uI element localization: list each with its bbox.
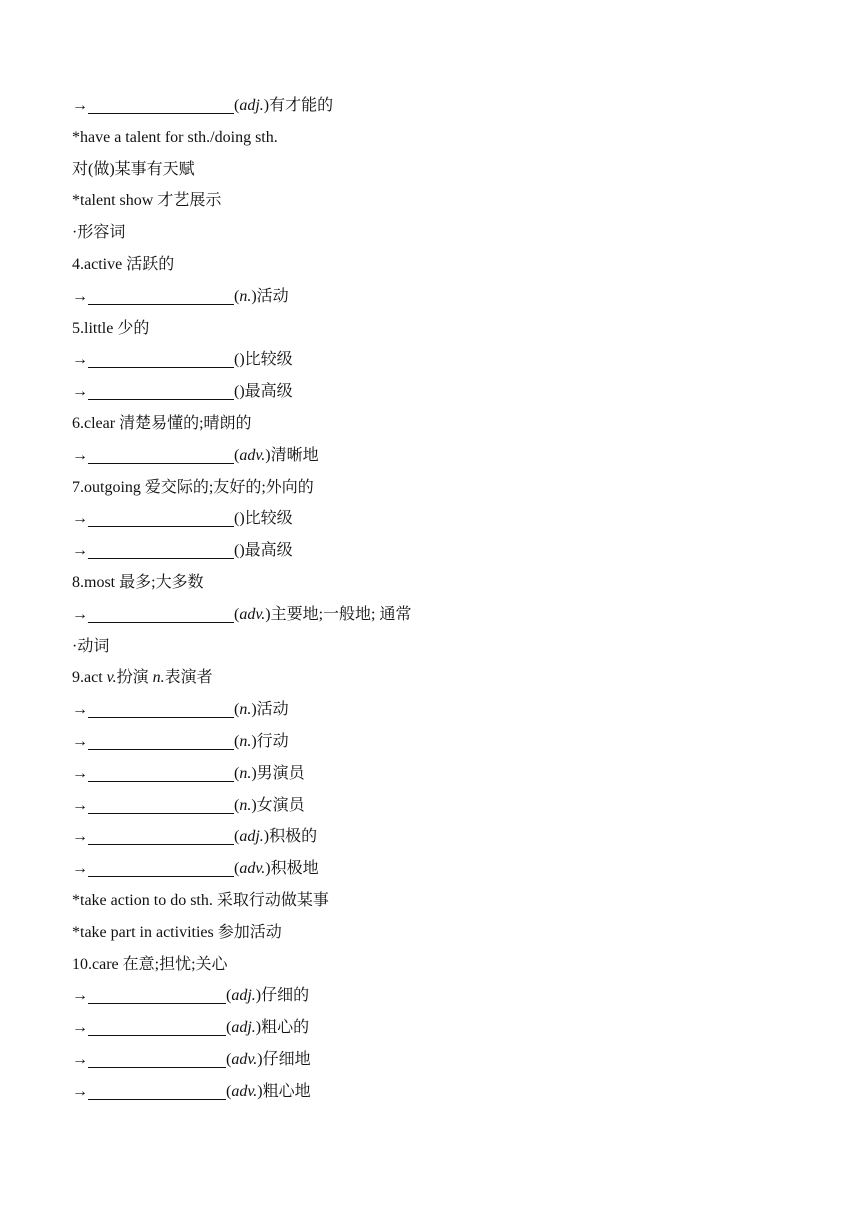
answer-blank[interactable] bbox=[88, 285, 234, 305]
open-paren: ( bbox=[234, 510, 240, 528]
fill-in-line bbox=[72, 821, 832, 853]
answer-blank[interactable] bbox=[88, 507, 234, 527]
open-paren: ( bbox=[234, 860, 240, 878]
arrow-icon: → bbox=[72, 1082, 88, 1100]
close-paren: ) bbox=[251, 764, 257, 782]
open-paren: ( bbox=[234, 542, 240, 560]
fill-in-line bbox=[72, 599, 832, 631]
meaning-text: 行动 bbox=[256, 732, 289, 750]
open-paren: ( bbox=[234, 446, 240, 464]
answer-blank[interactable] bbox=[88, 857, 234, 877]
answer-blank[interactable] bbox=[88, 380, 234, 400]
fill-in-line bbox=[72, 694, 832, 726]
arrow-icon: → bbox=[72, 1019, 88, 1037]
part-of-speech: n. bbox=[239, 764, 252, 782]
close-paren: ) bbox=[239, 510, 245, 528]
close-paren: ) bbox=[251, 796, 257, 814]
part-of-speech: n. bbox=[239, 287, 252, 305]
answer-blank[interactable] bbox=[88, 698, 234, 718]
close-paren: ) bbox=[265, 860, 271, 878]
arrow-icon: → bbox=[72, 828, 88, 846]
part-of-speech: adv. bbox=[239, 605, 266, 623]
close-paren: ) bbox=[255, 987, 262, 1005]
text-line: *take action to do sth. 采取行动做某事 bbox=[72, 891, 329, 909]
meaning-text: 粗心地 bbox=[262, 1082, 311, 1100]
meaning-text: 扮演 bbox=[116, 669, 153, 687]
fill-in-line bbox=[72, 1076, 832, 1108]
answer-blank[interactable] bbox=[88, 1016, 226, 1036]
meaning-text: 主要地;一般地; 通常 bbox=[270, 605, 412, 623]
arrow-icon: → bbox=[72, 351, 88, 369]
meaning-text: 最高级 bbox=[244, 542, 293, 560]
text-line: 5.little 少的 bbox=[72, 319, 150, 337]
part-of-speech: adj. bbox=[231, 987, 256, 1005]
text-line: ·动词 bbox=[72, 637, 110, 655]
answer-blank[interactable] bbox=[88, 539, 234, 559]
text-line: 7.outgoing 爱交际的;友好的;外向的 bbox=[72, 478, 314, 496]
meaning-text: 表演者 bbox=[164, 669, 213, 687]
fill-in-line bbox=[72, 758, 832, 790]
open-paren: ( bbox=[226, 1050, 232, 1068]
meaning-text: 积极的 bbox=[269, 828, 318, 846]
open-paren: ( bbox=[234, 605, 240, 623]
answer-blank[interactable] bbox=[88, 794, 234, 814]
meaning-text: 清晰地 bbox=[270, 446, 319, 464]
part-of-speech: n. bbox=[239, 796, 252, 814]
part-of-speech: adj. bbox=[231, 1019, 256, 1037]
fill-in-line bbox=[72, 535, 832, 567]
text-line: *have a talent for sth./doing sth. bbox=[72, 128, 278, 146]
answer-blank[interactable] bbox=[88, 762, 234, 782]
text-line: 6.clear 清楚易懂的;晴朗的 bbox=[72, 414, 252, 432]
fill-in-line bbox=[72, 281, 832, 313]
fill-in-line bbox=[72, 853, 832, 885]
arrow-icon: → bbox=[72, 383, 88, 401]
part-of-speech: adv. bbox=[239, 860, 266, 878]
close-paren: ) bbox=[239, 383, 245, 401]
part-of-speech: n. bbox=[239, 732, 252, 750]
arrow-icon: → bbox=[72, 701, 88, 719]
open-paren: ( bbox=[234, 828, 240, 846]
meaning-text: 最高级 bbox=[244, 383, 293, 401]
arrow-icon: → bbox=[72, 542, 88, 560]
vocab-heading bbox=[72, 662, 832, 694]
part-of-speech: v. bbox=[106, 669, 117, 687]
close-paren: ) bbox=[257, 1082, 263, 1100]
answer-blank[interactable] bbox=[88, 825, 234, 845]
part-of-speech: adv. bbox=[231, 1050, 258, 1068]
arrow-icon: → bbox=[72, 287, 88, 305]
worksheet-page bbox=[72, 90, 832, 1108]
arrow-icon: → bbox=[72, 446, 88, 464]
arrow-icon: → bbox=[72, 97, 88, 114]
arrow-icon: → bbox=[72, 860, 88, 878]
open-paren: ( bbox=[226, 987, 232, 1005]
arrow-icon: → bbox=[72, 605, 88, 623]
part-of-speech: n. bbox=[239, 701, 252, 719]
arrow-icon: → bbox=[72, 510, 88, 528]
answer-blank[interactable] bbox=[88, 603, 234, 623]
close-paren: ) bbox=[257, 1050, 263, 1068]
fill-in-line bbox=[72, 344, 832, 376]
text-line: 4.active 活跃的 bbox=[72, 255, 175, 273]
fill-in-line bbox=[72, 1044, 832, 1076]
arrow-icon: → bbox=[72, 732, 88, 750]
text-line: 8.most 最多;大多数 bbox=[72, 573, 204, 591]
close-paren: ) bbox=[265, 605, 271, 623]
fill-in-line bbox=[72, 1012, 832, 1044]
arrow-icon: → bbox=[72, 796, 88, 814]
answer-blank[interactable] bbox=[88, 984, 226, 1004]
open-paren: ( bbox=[226, 1082, 232, 1100]
open-paren: ( bbox=[234, 351, 240, 369]
meaning-text: 比较级 bbox=[244, 510, 293, 528]
close-paren: ) bbox=[239, 542, 245, 560]
close-paren: ) bbox=[265, 446, 271, 464]
part-of-speech: adj. bbox=[239, 97, 264, 114]
arrow-icon: → bbox=[72, 987, 88, 1005]
meaning-text: 仔细地 bbox=[262, 1050, 311, 1068]
text-line: ·形容词 bbox=[72, 224, 126, 242]
answer-blank[interactable] bbox=[88, 1048, 226, 1068]
text-line: *talent show 才艺展示 bbox=[72, 192, 222, 210]
text-line: *take part in activities 参加活动 bbox=[72, 923, 282, 941]
meaning-text: 仔细的 bbox=[261, 987, 310, 1005]
close-paren: ) bbox=[239, 351, 245, 369]
meaning-text: 积极地 bbox=[270, 860, 319, 878]
open-paren: ( bbox=[234, 383, 240, 401]
fill-in-line bbox=[72, 440, 832, 472]
part-of-speech: adv. bbox=[239, 446, 266, 464]
close-paren: ) bbox=[263, 97, 270, 114]
open-paren: ( bbox=[234, 287, 240, 305]
fill-in-line bbox=[72, 980, 832, 1012]
answer-blank[interactable] bbox=[88, 730, 234, 750]
meaning-text: 活动 bbox=[256, 287, 289, 305]
close-paren: ) bbox=[251, 287, 257, 305]
open-paren: ( bbox=[234, 732, 240, 750]
meaning-text: 活动 bbox=[256, 701, 289, 719]
open-paren: ( bbox=[234, 796, 240, 814]
meaning-text: 男演员 bbox=[256, 764, 305, 782]
close-paren: ) bbox=[263, 828, 270, 846]
answer-blank[interactable] bbox=[88, 1080, 226, 1100]
open-paren: ( bbox=[234, 97, 240, 114]
answer-blank[interactable] bbox=[88, 94, 234, 114]
part-of-speech: n. bbox=[152, 669, 165, 687]
open-paren: ( bbox=[226, 1019, 232, 1037]
meaning-text: 有才能的 bbox=[269, 97, 334, 114]
fill-in-line bbox=[72, 726, 832, 758]
arrow-icon: → bbox=[72, 1050, 88, 1068]
meaning-text: 女演员 bbox=[256, 796, 305, 814]
close-paren: ) bbox=[255, 1019, 262, 1037]
answer-blank[interactable] bbox=[88, 348, 234, 368]
fill-in-line bbox=[72, 790, 832, 822]
fill-in-line bbox=[72, 90, 832, 122]
fill-in-line bbox=[72, 376, 832, 408]
meaning-text: 粗心的 bbox=[261, 1019, 310, 1037]
word-text: 9.act bbox=[72, 669, 107, 687]
text-line: 对(做)某事有天赋 bbox=[72, 160, 195, 178]
close-paren: ) bbox=[251, 732, 257, 750]
close-paren: ) bbox=[251, 701, 257, 719]
part-of-speech: adj. bbox=[239, 828, 264, 846]
meaning-text: 比较级 bbox=[244, 351, 293, 369]
text-line: 10.care 在意;担忧;关心 bbox=[72, 955, 228, 973]
arrow-icon: → bbox=[72, 764, 88, 782]
open-paren: ( bbox=[234, 764, 240, 782]
open-paren: ( bbox=[234, 701, 240, 719]
part-of-speech: adv. bbox=[231, 1082, 258, 1100]
answer-blank[interactable] bbox=[88, 444, 234, 464]
fill-in-line bbox=[72, 503, 832, 535]
